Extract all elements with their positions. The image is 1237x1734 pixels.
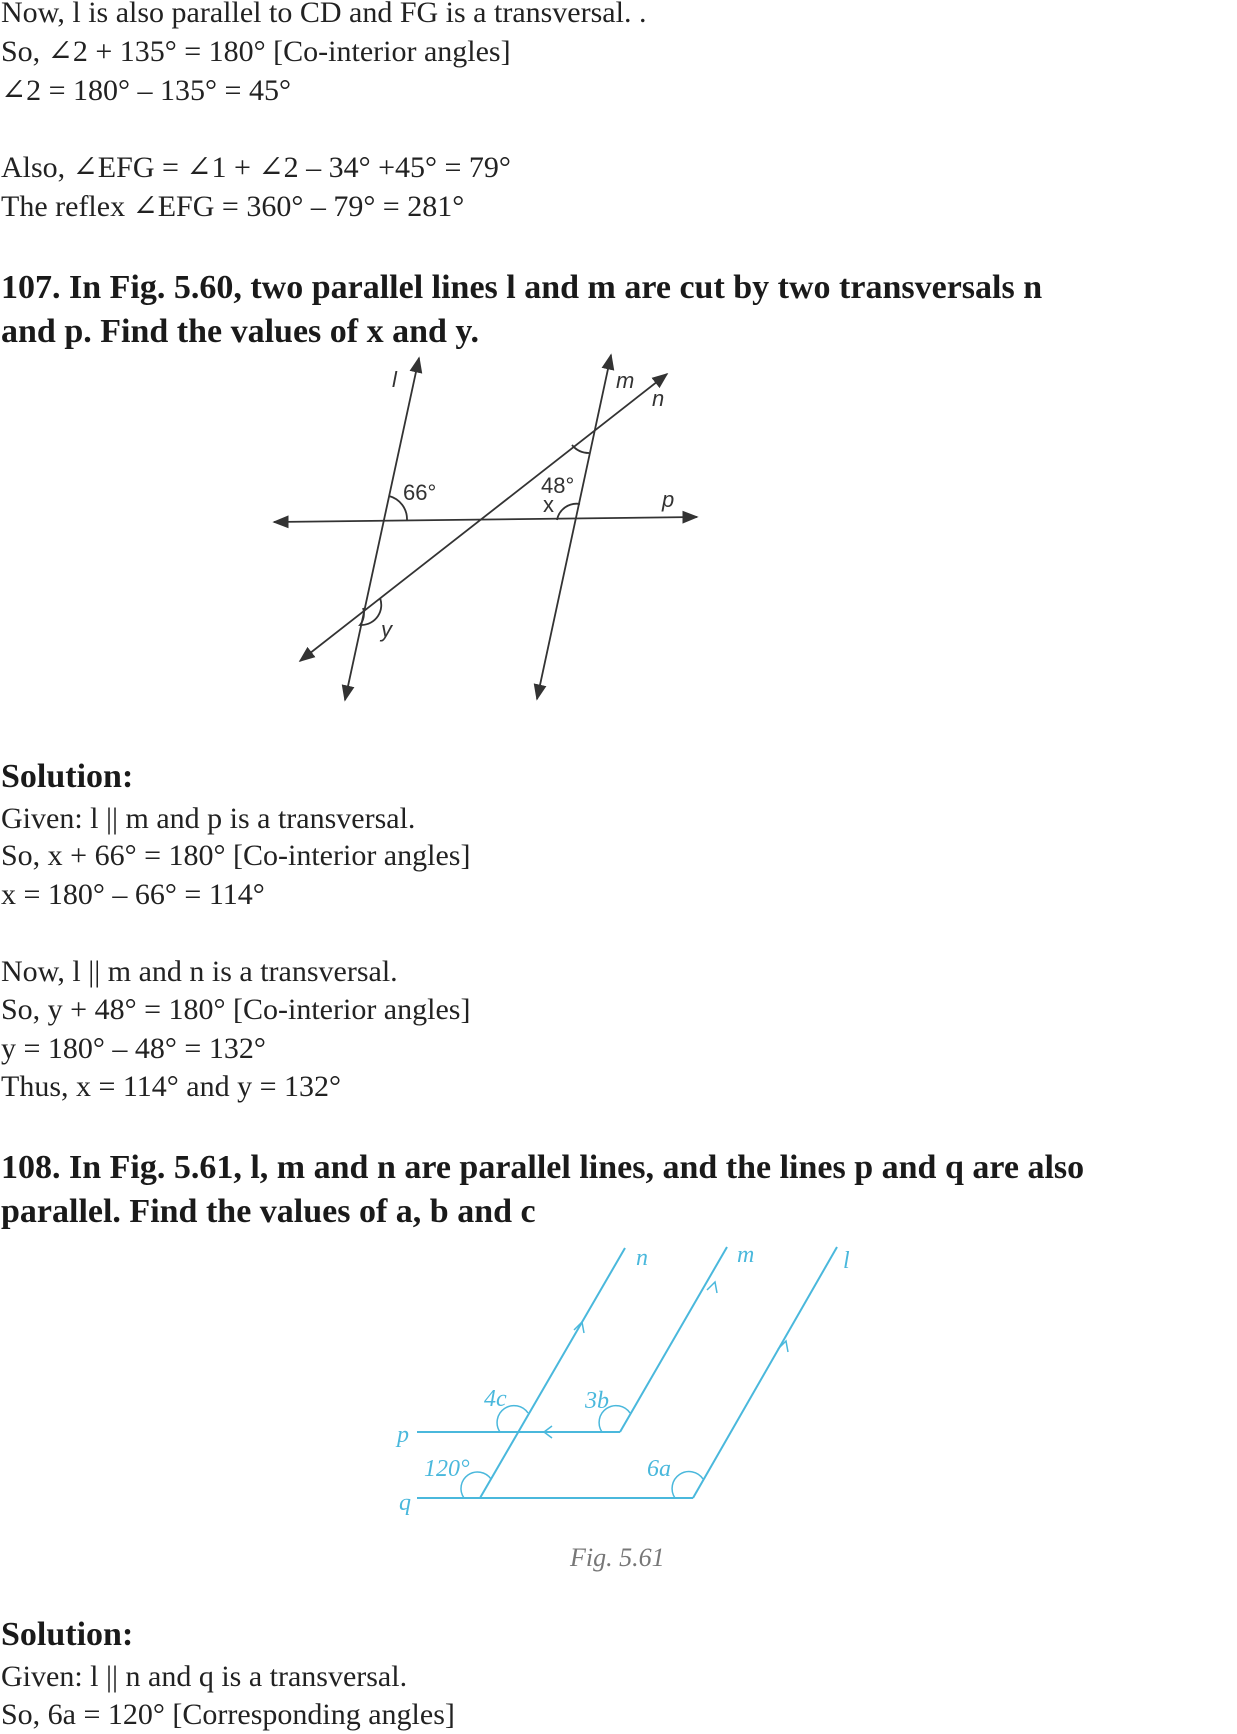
angle-120-label: 120° bbox=[424, 1456, 470, 1482]
line-l bbox=[693, 1247, 837, 1498]
line-m bbox=[537, 355, 611, 699]
text-line: Thus, x = 114° and y = 132° bbox=[1, 1070, 342, 1103]
angle-6a-label: 6a bbox=[647, 1456, 671, 1482]
label-m: m bbox=[616, 368, 635, 393]
text-line: Also, ∠EFG = ∠1 + ∠2 – 34° +45° = 79° bbox=[1, 151, 511, 184]
label-p: p bbox=[397, 1422, 409, 1448]
question-107-heading: and p. Find the values of x and y. bbox=[1, 313, 480, 350]
text-line: So, x + 66° = 180° [Co-interior angles] bbox=[1, 839, 471, 872]
angle-48-label: 48° bbox=[541, 473, 575, 498]
text-line: Now, l is also parallel to CD and FG is a transversal. . bbox=[1, 0, 647, 29]
text-line: So, y + 48° = 180° [Co-interior angles] bbox=[1, 993, 471, 1026]
line-p bbox=[274, 517, 697, 522]
angle-y-label: y bbox=[381, 617, 392, 642]
angle-3b-label: 3b bbox=[585, 1388, 609, 1414]
text-line: Given: l || m and p is a transversal. bbox=[1, 802, 416, 835]
question-107-heading: 107. In Fig. 5.60, two parallel lines l and m are cut by two transversals n bbox=[1, 269, 1043, 306]
text-line: x = 180° – 66° = 114° bbox=[1, 878, 265, 911]
label-l: l bbox=[392, 367, 397, 392]
text-line: ∠2 = 180° – 135° = 45° bbox=[1, 74, 291, 107]
label-l: l bbox=[843, 1248, 850, 1274]
line-n bbox=[480, 1248, 625, 1498]
solution-title: Solution: bbox=[1, 758, 134, 795]
label-m: m bbox=[737, 1242, 755, 1268]
line-l bbox=[345, 358, 419, 700]
angle-arc-y bbox=[360, 608, 364, 625]
label-n: n bbox=[652, 386, 665, 411]
question-108-heading: 108. In Fig. 5.61, l, m and n are parallel lines, and the lines p and q are also bbox=[1, 1149, 1085, 1186]
label-n: n bbox=[636, 1245, 648, 1271]
angle-4c-label: 4c bbox=[484, 1386, 507, 1412]
text-line: So, ∠2 + 135° = 180° [Co-interior angles] bbox=[1, 35, 511, 68]
question-108-heading: parallel. Find the values of a, b and c bbox=[1, 1193, 536, 1230]
line-m bbox=[620, 1247, 727, 1432]
label-q: q bbox=[399, 1490, 411, 1516]
label-p: p bbox=[662, 487, 675, 512]
solution-title: Solution: bbox=[1, 1616, 134, 1653]
angle-66-label: 66° bbox=[403, 480, 437, 505]
figure-5-61 bbox=[417, 1247, 837, 1498]
text-line: y = 180° – 48° = 132° bbox=[1, 1032, 266, 1065]
angle-x-label: x bbox=[543, 492, 554, 517]
text-line: So, 6a = 120° [Corresponding angles] bbox=[1, 1698, 455, 1731]
text-line: The reflex ∠EFG = 360° – 79° = 281° bbox=[1, 190, 465, 223]
figure-caption: Fig. 5.61 bbox=[570, 1543, 665, 1572]
text-line: Now, l || m and n is a transversal. bbox=[1, 955, 398, 988]
text-line: Given: l || n and q is a transversal. bbox=[1, 1660, 408, 1693]
